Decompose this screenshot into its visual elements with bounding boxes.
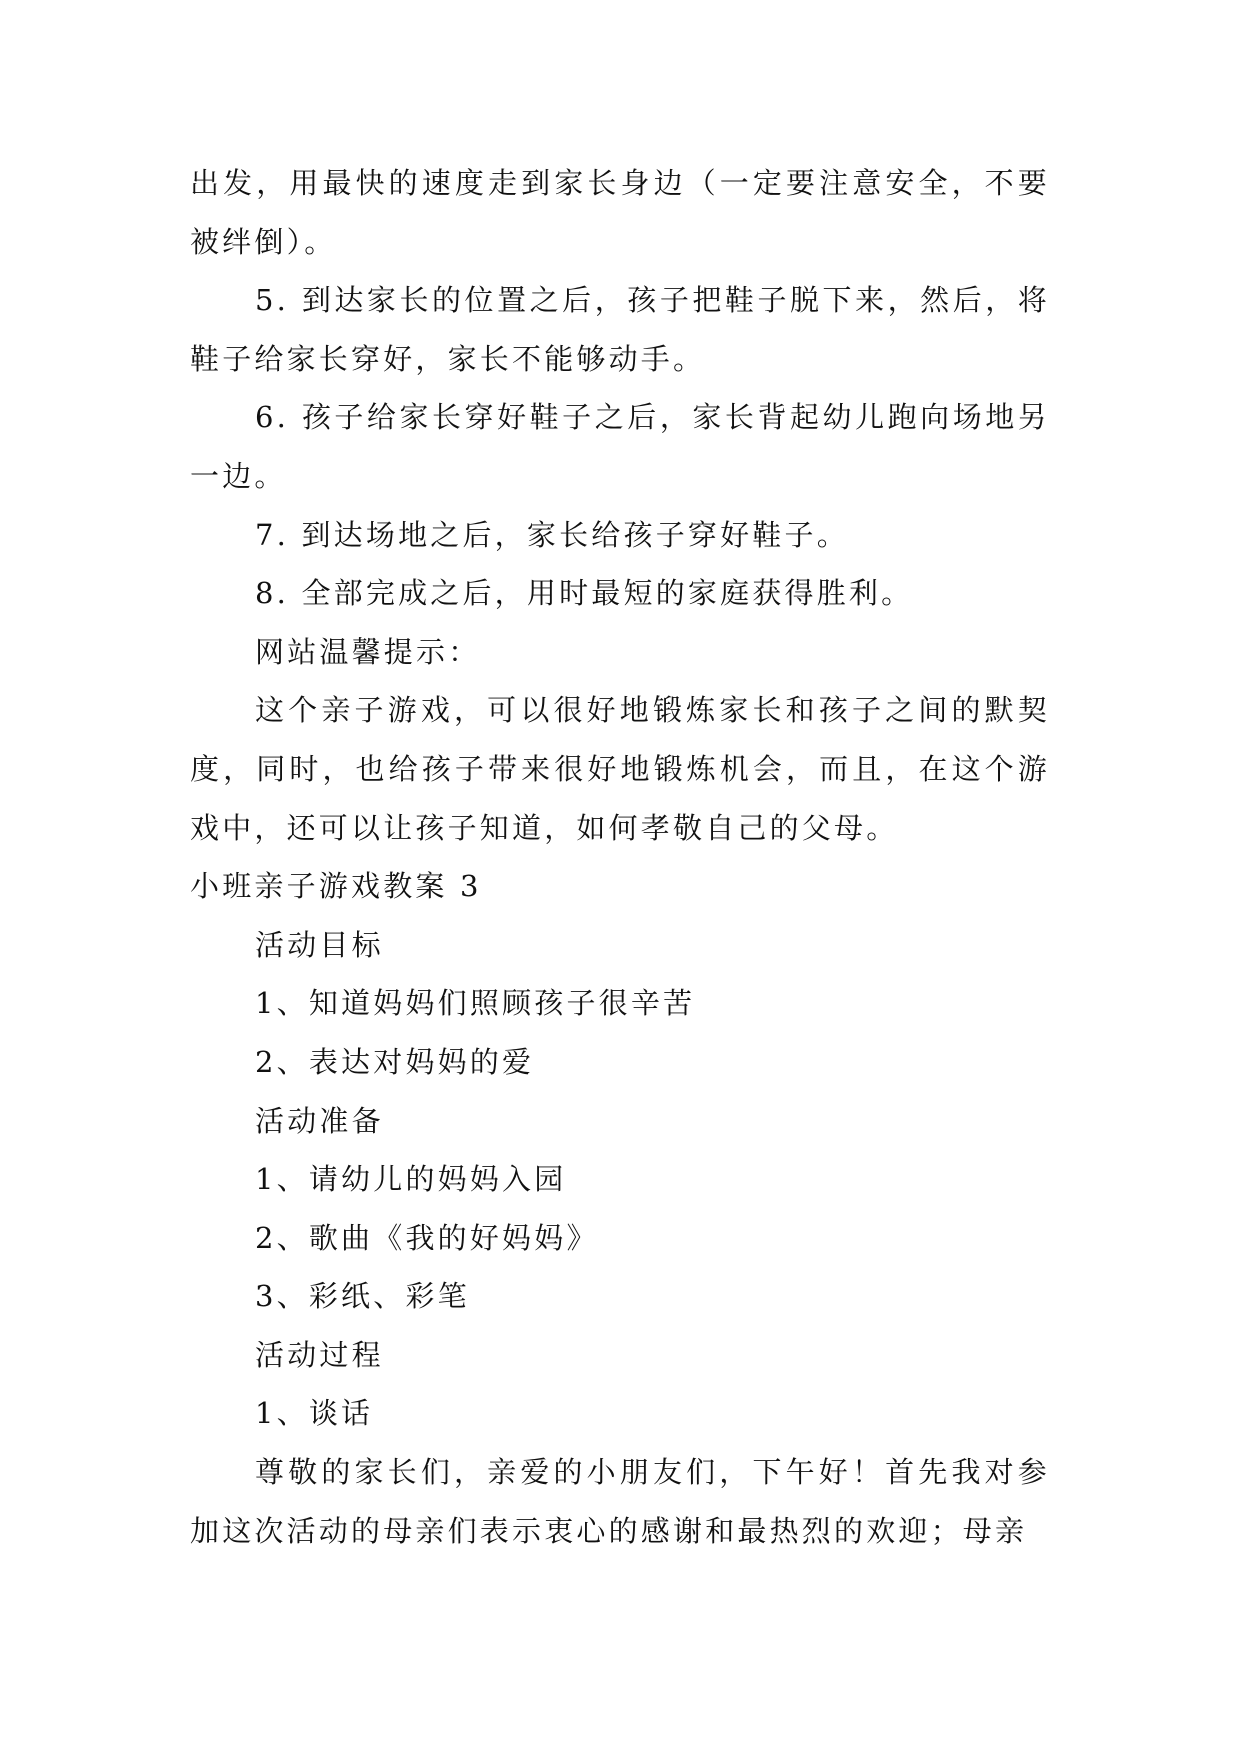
step-7-paragraph: 7. 到达场地之后，家长给孩子穿好鞋子。 — [255, 517, 849, 552]
tip-paragraph: 这个亲子游戏，可以很好地锻炼家长和孩子之间的默契度，同时，也给孩子带来很好地锻炼机会，而且，在这个游戏中，还可以让孩子知道，如何孝敬自己的父母。 — [190, 693, 1050, 845]
preparation-item-1: 1、请幼儿的妈妈入园 — [255, 1162, 567, 1197]
step-6-paragraph: 6. 孩子给家长穿好鞋子之后，家长背起幼儿跑向场地另一边。 — [190, 400, 1050, 493]
tip-heading: 网站温馨提示： — [255, 634, 481, 669]
goals-heading: 活动目标 — [255, 927, 384, 962]
paragraph-continuation: 出发，用最快的速度走到家长身边（一定要注意安全，不要被绊倒）。 — [190, 166, 1050, 259]
goal-item-1: 1、知道妈妈们照顾孩子很辛苦 — [255, 986, 696, 1021]
speech-paragraph: 尊敬的家长们，亲爱的小朋友们，下午好！首先我对参加这次活动的母亲们表示衷心的感谢和最热烈的欢迎；母亲 — [190, 1455, 1050, 1548]
goal-item-2: 2、表达对妈妈的爱 — [255, 1044, 535, 1079]
preparation-heading: 活动准备 — [255, 1103, 384, 1138]
process-heading: 活动过程 — [255, 1337, 384, 1372]
preparation-item-2: 2、歌曲《我的好妈妈》 — [255, 1220, 599, 1255]
preparation-item-3: 3、彩纸、彩笔 — [255, 1279, 470, 1314]
step-5-paragraph: 5. 到达家长的位置之后，孩子把鞋子脱下来，然后，将鞋子给家长穿好，家长不能够动手。 — [190, 283, 1050, 376]
process-item-1: 1、谈话 — [255, 1396, 374, 1431]
step-8-paragraph: 8. 全部完成之后，用时最短的家庭获得胜利。 — [255, 576, 914, 611]
document-body — [190, 154, 1050, 1560]
section-title: 小班亲子游戏教案 3 — [190, 869, 482, 904]
